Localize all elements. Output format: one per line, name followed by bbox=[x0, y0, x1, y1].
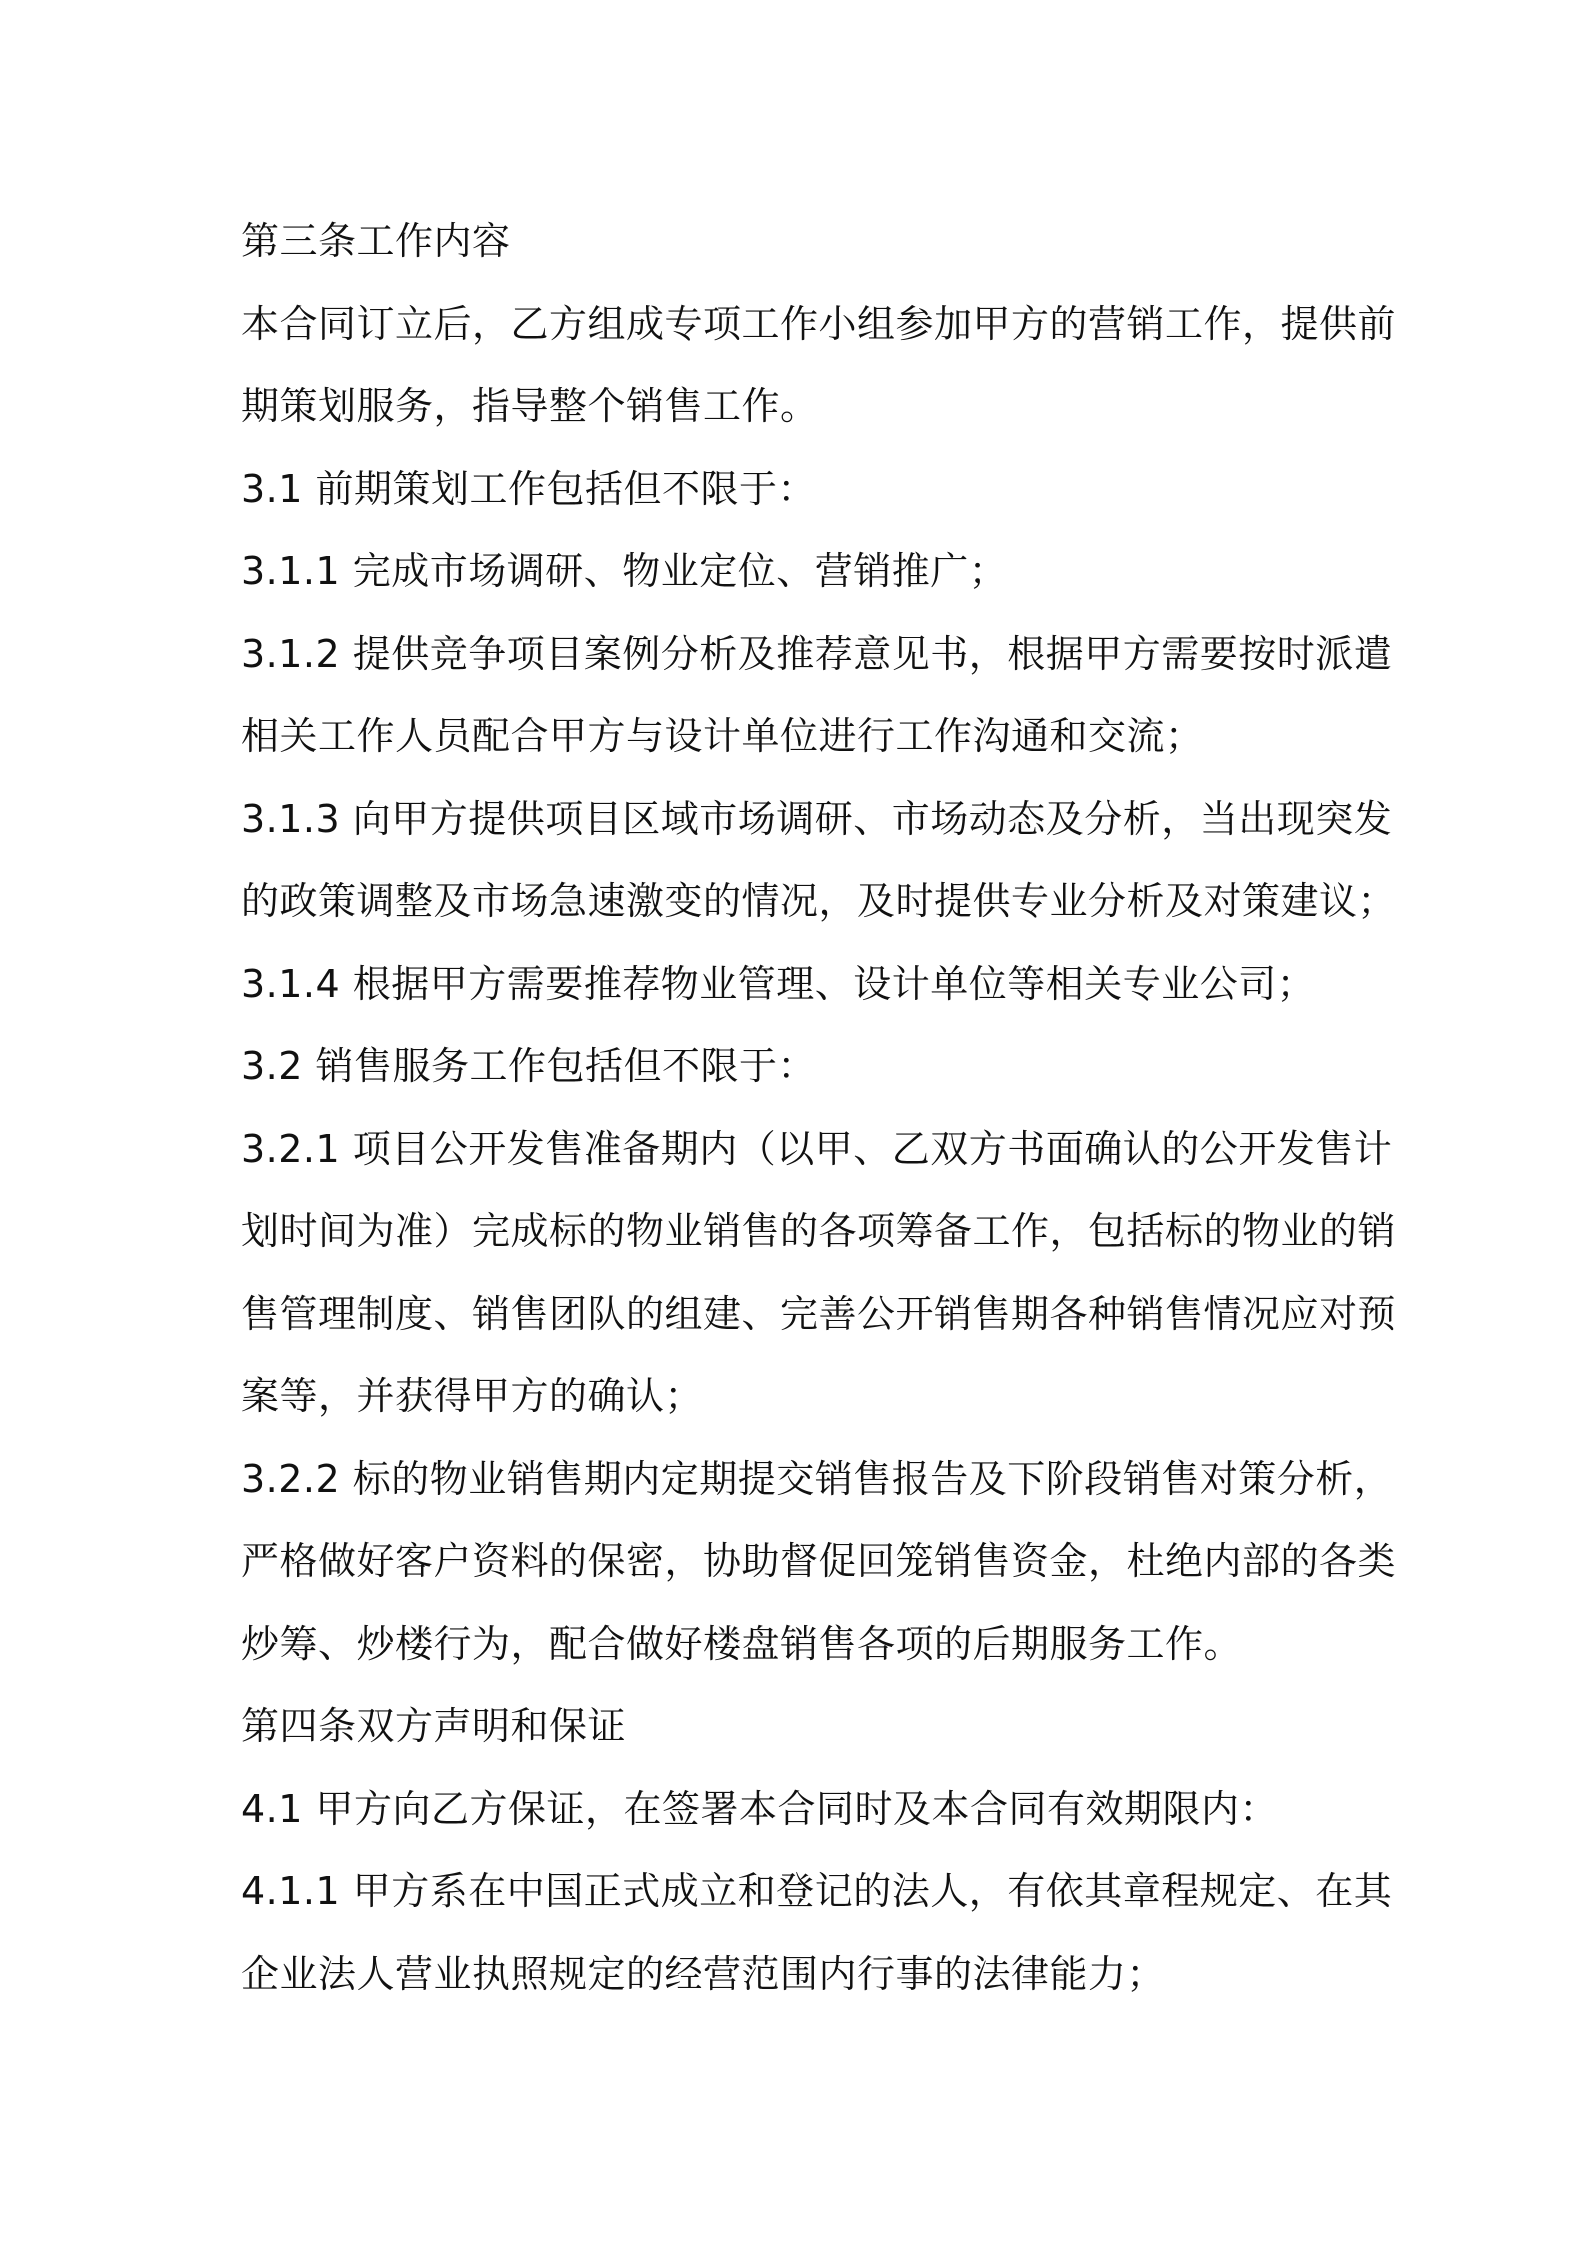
clause-4-1: 4.1 甲方向乙方保证，在签署本合同时及本合同有效期限内： bbox=[241, 1786, 1279, 1831]
clause-3-1-1: 3.1.1 完成市场调研、物业定位、营销推广； bbox=[241, 549, 1008, 593]
clause-3-2: 3.2 销售服务工作包括但不限于： bbox=[241, 1044, 817, 1088]
paragraph-line: 划时间为准）完成标的物业销售的各项筹备工作，包括标的物业的销 bbox=[241, 1209, 1397, 1253]
clause-3-1-4: 3.1.4 根据甲方需要推荐物业管理、设计单位等相关专业公司； bbox=[241, 961, 1316, 1006]
paragraph-line: 相关工作人员配合甲方与设计单位进行工作沟通和交流； bbox=[241, 714, 1204, 758]
paragraph-line: 企业法人营业执照规定的经营范围内行事的法律能力； bbox=[241, 1951, 1166, 1996]
section-heading-article-4: 第四条双方声明和保证 bbox=[241, 1704, 627, 1748]
clause-3-1-3: 3.1.3 向甲方提供项目区域市场调研、市场动态及分析，当出现突发 bbox=[241, 796, 1393, 841]
paragraph-line: 案等，并获得甲方的确认； bbox=[241, 1374, 704, 1418]
paragraph-line: 严格做好客户资料的保密，协助督促回笼销售资金，杜绝内部的各类 bbox=[241, 1539, 1397, 1583]
paragraph-line: 本合同订立后，乙方组成专项工作小组参加甲方的营销工作，提供前 bbox=[241, 301, 1397, 346]
clause-3-2-2: 3.2.2 标的物业销售期内定期提交销售报告及下阶段销售对策分析， bbox=[241, 1456, 1393, 1501]
paragraph-line: 售管理制度、销售团队的组建、完善公开销售期各种销售情况应对预 bbox=[241, 1291, 1397, 1336]
document-body bbox=[241, 200, 1397, 2015]
paragraph-line: 期策划服务，指导整个销售工作。 bbox=[241, 384, 819, 428]
clause-3-1: 3.1 前期策划工作包括但不限于： bbox=[241, 466, 817, 511]
paragraph-line: 炒筹、炒楼行为，配合做好楼盘销售各项的后期服务工作。 bbox=[241, 1621, 1243, 1666]
clause-3-2-1: 3.2.1 项目公开发售准备期内（以甲、乙双方书面确认的公开发售计 bbox=[241, 1126, 1393, 1171]
clause-4-1-1: 4.1.1 甲方系在中国正式成立和登记的法人，有依其章程规定、在其 bbox=[241, 1869, 1393, 1913]
clause-3-1-2: 3.1.2 提供竞争项目案例分析及推荐意见书，根据甲方需要按时派遣 bbox=[241, 631, 1393, 676]
paragraph-line: 的政策调整及市场急速激变的情况，及时提供专业分析及对策建议； bbox=[241, 879, 1397, 923]
section-heading-article-3: 第三条工作内容 bbox=[241, 219, 511, 263]
